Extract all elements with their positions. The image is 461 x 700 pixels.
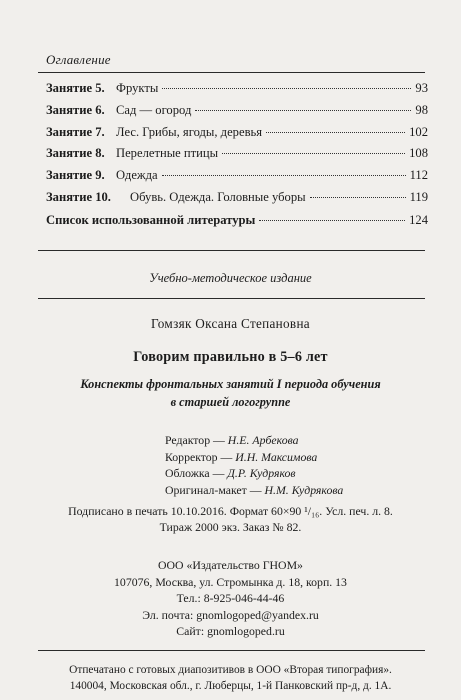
publisher-name: ООО «Издательство ГНОМ» xyxy=(158,558,303,572)
credit-name: И.Н. Максимова xyxy=(235,449,318,464)
toc-lesson-title: Лес. Грибы, ягоды, деревья xyxy=(116,124,263,139)
toc-row xyxy=(46,78,428,100)
credit-line xyxy=(165,482,343,499)
author-name: Гомзяк Оксана Степановна xyxy=(151,316,310,331)
subtitle-line: в старшей логогруппе xyxy=(170,394,291,409)
toc-leader-dots xyxy=(259,220,405,221)
credits-list xyxy=(165,432,343,498)
publisher-email: Эл. почта: gnomlogoped@yandex.ru xyxy=(142,607,319,622)
toc-page-number: 119 xyxy=(409,189,428,204)
toc-page-number: 98 xyxy=(415,102,428,117)
toc-row xyxy=(46,100,428,122)
publisher-site: Сайт: gnomlogoped.ru xyxy=(176,624,285,639)
credit-role: Корректор — xyxy=(165,449,236,464)
toc-lesson-title: Сад — огород xyxy=(116,102,192,117)
book-subtitle xyxy=(0,376,461,411)
header-rule xyxy=(38,72,425,73)
toc-row xyxy=(46,165,428,187)
publisher-info xyxy=(0,557,461,640)
credit-role: Оригинал-макет — xyxy=(165,482,265,497)
section-header: Оглавление xyxy=(46,52,111,67)
edition-type: Учебно-методическое издание xyxy=(149,271,312,285)
toc-page-number: 102 xyxy=(409,124,428,139)
toc-page-number: 112 xyxy=(409,168,428,183)
toc-leader-dots xyxy=(195,110,411,111)
credit-name: Н.Е. Арбекова xyxy=(227,433,299,447)
toc-lesson-number: Занятие 9. xyxy=(46,168,105,183)
toc-leader-dots xyxy=(222,153,405,154)
toc-lesson-number: Занятие 8. xyxy=(46,146,105,161)
printer-line: 140004, Московская обл., г. Люберцы, 1-й Панковский пр-д, д. 1А. xyxy=(69,680,392,692)
toc-lesson-title: Фрукты xyxy=(116,81,159,95)
toc-lesson-number: Занятие 6. xyxy=(46,102,105,117)
credit-name: Н.М. Кудрякова xyxy=(264,482,344,497)
credit-line xyxy=(165,465,343,482)
toc-lesson-title: Перелетные птицы xyxy=(116,146,219,161)
toc-row xyxy=(46,187,428,209)
toc-page-number: 124 xyxy=(409,212,428,227)
section-rule xyxy=(38,250,425,251)
toc-lesson-number: Занятие 7. xyxy=(46,124,105,139)
toc-lesson-title: Обувь. Одежда. Головные уборы xyxy=(130,189,306,204)
toc-leader-dots xyxy=(266,132,405,133)
toc-page-number: 108 xyxy=(409,146,428,161)
table-of-contents xyxy=(46,78,428,232)
printer-line: Отпечатано с готовых диапозитивов в ООО «Вторая типография». xyxy=(69,664,392,676)
toc-leader-dots xyxy=(310,197,406,198)
section-rule xyxy=(38,298,425,299)
toc-bibliography-row xyxy=(46,210,428,232)
publisher-address: 107076, Москва, ул. Стромынка д. 18, корп. 13 xyxy=(114,574,347,589)
toc-leader-dots xyxy=(162,88,411,89)
publisher-phone: Тел.: 8-925-046-44-46 xyxy=(176,591,285,606)
book-title: Говорим правильно в 5–6 лет xyxy=(133,349,328,365)
credit-role: Редактор — xyxy=(165,433,228,447)
print-info-line: Тираж 2000 экз. Заказ № 82. xyxy=(159,520,302,534)
toc-row xyxy=(46,143,428,165)
toc-leader-dots xyxy=(162,175,406,176)
toc-bibliography-title: Список использованной литературы xyxy=(46,212,256,227)
toc-lesson-number: Занятие 10. xyxy=(46,189,111,204)
toc-row xyxy=(46,122,428,144)
section-rule xyxy=(38,650,425,651)
toc-page-number: 93 xyxy=(415,81,428,95)
printer-info xyxy=(0,662,461,694)
credit-line xyxy=(165,432,343,449)
print-info-line: Подписано в печать 10.10.2016. Формат 60×90 ¹/₁₆. Усл. печ. л. 8. xyxy=(68,504,393,518)
credit-role: Обложка — xyxy=(165,466,228,481)
print-info xyxy=(0,503,461,535)
subtitle-line: Конспекты фронтальных занятий I периода обучения xyxy=(80,377,381,391)
credit-line xyxy=(165,449,343,466)
toc-lesson-number: Занятие 5. xyxy=(46,81,105,95)
credit-name: Д.Р. Кудряков xyxy=(227,466,296,481)
toc-lesson-title: Одежда xyxy=(116,168,158,183)
